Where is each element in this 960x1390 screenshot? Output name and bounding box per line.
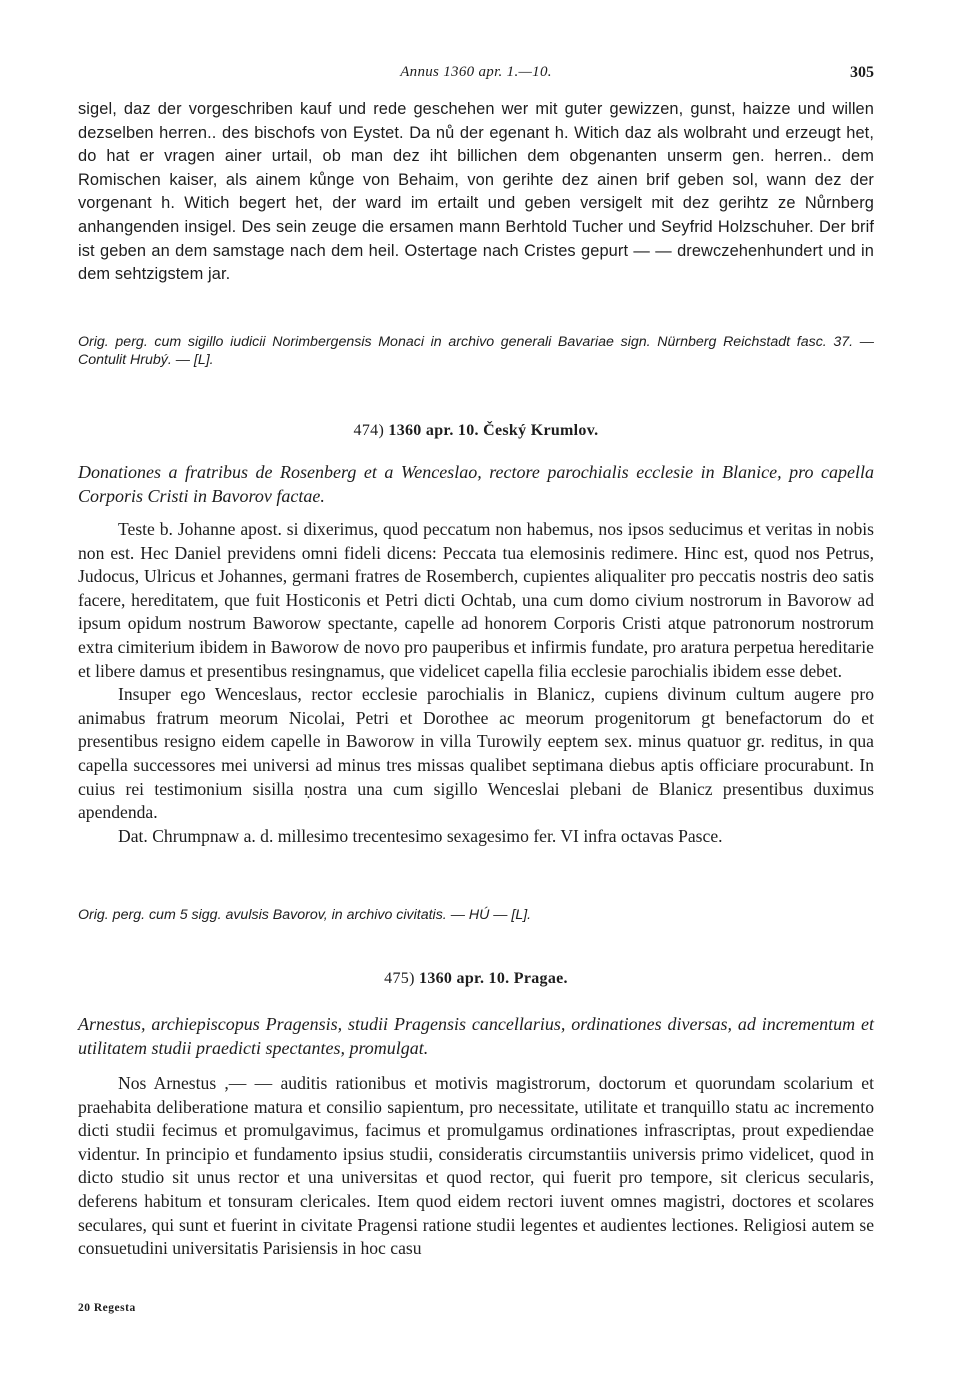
document-summary-475: Arnestus, archiepiscopus Pragensis, studii Pragensis cancellarius, ordinationes diversas, ad incrementum et utilitatem studii praedicti spectantes, promulgat. [78,1014,874,1058]
document-heading-474 [78,422,874,440]
document-summary-474: Donationes a fratribus de Rosenberg et a Wenceslao, rectore parochialis ecclesie in Blanice, pro capella Corporis Cristi in Bavorov factae. [78,462,874,506]
document-text-474 [78,518,874,848]
signature-mark: 20 Regesta [78,1302,136,1314]
document-heading-475 [78,970,874,988]
paragraph: Teste b. Johanne apost. si dixerimus, quod peccatum non habemus, nos ipsos seducimus et veritas in nobis non est. Hec Daniel previdens omni fideli dicens: Peccata tua elemosinis redimere. Hinc est, quod nos Petrus, Judocus, Ulricus et Johannes, germani fratres de Rosemberch, cupientes aliqualiter pro peccatis nostris deo satis facere, hereditatem, que fuit Hosticonis et Petri dicti Ochtab, una cum domo civium nostrorum in Bavorow ad ipsum opidum nostrum Baworow spectante, capelle ad honorem Corporis Cristi atque patronorum nostrorum extra cimiterium ibidem in Baworow de novo pro pauperibus et infirmis fundate, pro aratura perpetua hereditarie et libere damus et presentibus resingnamus, que videlicet capella filia ecclesie parochialis ibidem esse debet. [78,519,874,681]
document-number: 475) [384,970,415,987]
document-number: 474) [353,422,385,439]
document-date-place: 1360 apr. 10. Český Krumlov. [388,422,599,439]
paragraph: Insuper ego Wenceslaus, rector ecclesie parochialis in Blanicz, cupiens divinum cultum augere pro animabus fratrum meorum Nicolai, Petri et Dorothee ac meorum progenitorum gt benefactorum do et presentibus resigno eidem capelle in Baworow in villa Turowily eeptem sex. minus quatuor gr. reditus, in qua capella successores mei universi ad minus tres missas qualibet septimana diebus aptis officiare procurabunt. In cuius rei testimonium sisilla ṇostra una cum sigillo Wenceslai plebani de Blanicz presentibus duximus apendenda. [78,684,874,823]
continuation-text: sigel, daz der vorgeschriben kauf und rede geschehen wer mit guter gewizzen, gunst, haizze und willen dezselben herren.. des bischofs von Eystet. Da nů der egenant h. Witich daz als wolbraht und erzeugt het, do hat er vragen ainer urtail, ob man dez iht billichen dem obgenanten unserm gen. herren.. dem Romischen kaiser, als ainem kůnge von Behaim, von gerihte dez ainen brif geben sol, wann dez der vorgenant h. Witich begert het, der ward im ertailt und geben versigelt mit dez gerihtz ze Nůrnberg anhangenden insigel. Des sein zeuge die ersamen mann Berhtold Tucher und Seyfrid Holzschuher. Der brif ist geben an dem samstage nach dem heil. Ostertage nach Cristes gepurt — — drewczehenhundert und in dem sehtzigstem jar. [78,100,874,284]
document-date-place: 1360 apr. 10. Pragae. [419,970,568,987]
document-text-475: Nos Arnestus ,— — auditis rationibus et motivis magistrorum, doctorum et quorundam scolarium et praehabita deliberatione matura et consilio sapientum, pro necessitate, utilitate et tranquillo statu ac incremento dicti studii fecimus et promulgavimus, facimus et promulgamus ordinationes infrascriptas, prout expediendae videntur. In principio et fundamento ipsius studii, consideratis circumstantiis universis primo videlicet, quod in dicto studio sit unus rector et una universitas et quod rector, qui fuerit pro tempore, sit clericus secularis, deferens habitum et tonsuram clericales. Item quod eidem rectori iuvent omnes magistri, doctores et scolares seculares, qui sunt et fuerint in civitate Pragensi ratione studii legentes et audientes lectiones. Religiosi autem se consuetudini universitatis Parisiensis in hoc casu [78,1073,874,1259]
running-title: Annus 1360 apr. 1.—10. [400,64,552,80]
page-number: 305 [850,64,874,81]
page-header [78,64,874,88]
source-note: Orig. perg. cum sigillo iudicii Norimbergensis Monaci in archivo generali Bavariae sign. Nürnberg Reichstadt fasc. 37. — Contulit Hrubý. — [L]. [78,334,874,368]
paragraph: Dat. Chrumpnaw a. d. millesimo trecentesimo sexagesimo fer. VI infra octavas Pasce. [118,825,723,846]
source-note-474: Orig. perg. cum 5 sigg. avulsis Bavorov, in archivo civitatis. — HÚ — [L]. [78,907,532,923]
